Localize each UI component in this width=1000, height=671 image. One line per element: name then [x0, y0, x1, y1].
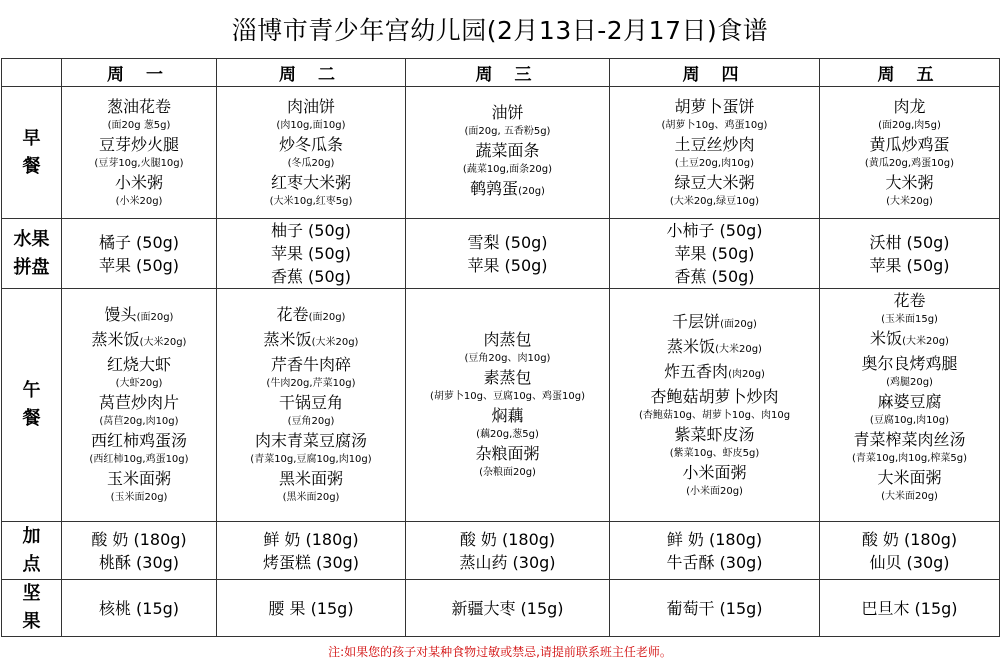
dish-name	[861, 353, 957, 375]
lunch-cell	[820, 289, 1000, 522]
food-item: 苹果 (50g)	[98, 255, 180, 275]
ingredient-note: (大米10g,红枣5g)	[269, 195, 353, 207]
dish-name	[674, 134, 754, 156]
ingredient-note: (豆腐10g,肉10g)	[869, 414, 950, 426]
dish-name	[271, 172, 351, 194]
dish-name	[279, 468, 343, 490]
ingredient-note: (胡萝卜10g、鸡蛋10g)	[661, 119, 768, 131]
ingredient-note: (肉20g)	[728, 368, 765, 380]
ingredient-note: (黑米面20g)	[282, 492, 340, 503]
dish-name	[483, 367, 531, 389]
dish-name	[682, 462, 746, 484]
nuts-cell	[610, 580, 820, 637]
day-header: 周 五	[820, 59, 1000, 87]
dish-name	[264, 329, 359, 354]
ingredient-note: (紫菜10g、虾皮5g)	[669, 447, 760, 459]
ingredient-note: (大米20g)	[902, 335, 949, 347]
breakfast-items	[610, 96, 819, 210]
ingredient-note: (大米20g)	[139, 337, 187, 348]
dish-name	[99, 134, 179, 156]
dish-label: 肉蒸包	[483, 330, 532, 349]
snack-items	[610, 528, 819, 574]
ingredient-note: (面20g,肉5g)	[878, 119, 941, 131]
dish-label: 馒头	[104, 305, 137, 324]
meal-label-breakfast: 早 餐	[2, 87, 62, 219]
fruit-cell	[406, 219, 610, 289]
ingredient-note: (胡萝卜10g、豆腐10g、鸡蛋10g)	[429, 391, 586, 402]
nuts-cell	[820, 580, 1000, 637]
food-item: 香蕉 (50g)	[674, 267, 755, 286]
dish-label: 鹌鹑蛋	[470, 179, 519, 198]
snack-items	[217, 528, 405, 574]
ingredient-note: (面20g)	[308, 312, 346, 323]
nut-item: 新疆大枣 (15g)	[451, 598, 564, 618]
snack-items	[62, 528, 216, 574]
snack-row	[2, 522, 1000, 580]
dish-name	[92, 329, 187, 354]
ingredient-note: (肉10g,面10g)	[276, 119, 346, 131]
ingredient-note: (蔬菜10g,面条20g)	[462, 164, 553, 175]
lunch-cell	[217, 289, 406, 522]
dish-name	[853, 429, 965, 451]
dish-name	[279, 134, 343, 156]
breakfast-cell	[406, 87, 610, 219]
corner-cell	[2, 59, 62, 87]
page-title: 淄博市青少年宫幼儿园(2月13日-2月17日)食谱	[231, 16, 769, 45]
fruit-cell	[820, 219, 1000, 289]
dish-label: 紫菜虾皮汤	[674, 424, 755, 444]
snack-cell	[62, 522, 217, 580]
food-item: 鲜 奶 (180g)	[263, 529, 359, 549]
dish-label: 肉末青菜豆腐汤	[254, 431, 367, 450]
ingredient-note: (青菜10g,肉10g,榨菜5g)	[851, 452, 967, 464]
ingredient-note: (西红柿10g,鸡蛋10g)	[89, 454, 189, 465]
dish-label: 油饼	[491, 103, 524, 122]
dish-name	[271, 354, 351, 376]
breakfast-cell	[62, 87, 217, 219]
dish-label: 西红柿鸡蛋汤	[90, 431, 187, 450]
dish-label: 大米面粥	[877, 467, 942, 487]
dish-label: 蔬菜面条	[475, 141, 540, 160]
ingredient-note: (土豆20g,肉10g)	[674, 157, 755, 169]
nuts-cell	[406, 580, 610, 637]
dish-label: 千层饼	[672, 311, 721, 331]
ingredient-note: (玉米面15g)	[881, 313, 938, 325]
day-header: 周 四	[610, 59, 820, 87]
lunch-cell	[62, 289, 217, 522]
ingredient-note: (玉米面20g)	[110, 492, 168, 503]
dish-label: 青菜榨菜肉丝汤	[853, 429, 966, 449]
ingredient-note: (豆芽10g,火腿10g)	[94, 157, 184, 169]
ingredient-note: (大虾20g)	[115, 378, 163, 389]
dish-label: 肉龙	[893, 96, 926, 116]
dish-label: 黑米面粥	[278, 469, 343, 488]
day-header-row	[2, 59, 1000, 87]
lunch-items	[406, 290, 609, 521]
nuts-row	[2, 580, 1000, 637]
ingredient-note: (大米20g)	[311, 337, 359, 348]
dish-label: 玉米面粥	[106, 469, 171, 488]
dish-label: 干锅豆角	[278, 393, 343, 412]
nut-item: 腰 果 (15g)	[268, 598, 354, 618]
ingredient-note: (牛肉20g,芹菜10g)	[266, 378, 356, 389]
dish-label: 炒冬瓜条	[278, 134, 343, 154]
day-header: 周 三	[406, 59, 610, 87]
dish-label: 杏鲍菇胡萝卜炒肉	[650, 386, 779, 406]
day-header: 周 二	[217, 59, 406, 87]
ingredient-note: (豆角20g)	[287, 416, 335, 427]
dish-label: 麻婆豆腐	[877, 391, 942, 411]
food-item: 烤蛋糕 (30g)	[262, 552, 360, 572]
fruit-items	[610, 219, 819, 288]
dish-label: 蒸米饭	[263, 330, 312, 349]
dish-label: 杂粮面粥	[475, 444, 540, 463]
fruit-items	[820, 231, 999, 277]
allergy-notice: 注:如果您的孩子对某种食物过敏或禁忌,请提前联系班主任老师。	[328, 644, 672, 659]
dish-label: 莴苣炒肉片	[98, 393, 179, 412]
meal-label-lunch: 午 餐	[2, 289, 62, 522]
dish-name	[877, 467, 941, 489]
ingredient-note: (青菜10g,豆腐10g,肉10g)	[250, 454, 372, 465]
dish-name	[107, 354, 171, 376]
snack-cell	[217, 522, 406, 580]
dish-name	[107, 96, 171, 118]
ingredient-note: (大米20g,绿豆10g)	[669, 195, 760, 207]
dish-label: 焖藕	[491, 406, 524, 425]
food-item: 香蕉 (50g)	[270, 267, 352, 286]
dish-name	[869, 134, 949, 156]
ingredient-note: (小米20g)	[115, 195, 163, 207]
dish-name	[91, 430, 187, 452]
dish-name	[893, 96, 925, 118]
meal-label-fruit: 水果 拼盘	[2, 219, 62, 289]
nut-item: 核桃 (15g)	[98, 598, 180, 618]
dish-label: 红烧大虾	[106, 355, 171, 374]
food-item: 仙贝 (30g)	[869, 552, 950, 572]
dish-label: 芹香牛肉碎	[270, 355, 351, 374]
lunch-items	[217, 290, 405, 521]
dish-name	[287, 96, 335, 118]
ingredient-note: (冬瓜20g)	[287, 157, 335, 169]
meal-label-nuts: 坚 果	[2, 580, 62, 637]
dish-label: 黄瓜炒鸡蛋	[869, 134, 950, 154]
food-item: 酸 奶 (180g)	[91, 529, 187, 549]
dish-label: 土豆丝炒肉	[674, 134, 755, 154]
food-item: 柚子 (50g)	[270, 221, 352, 240]
dish-name	[491, 102, 523, 124]
dish-name	[105, 304, 174, 329]
dish-label: 豆芽炒火腿	[98, 134, 179, 154]
food-item: 苹果 (50g)	[674, 244, 755, 263]
ingredient-note: (黄瓜20g,鸡蛋10g)	[864, 157, 955, 169]
ingredient-note: (鸡腿20g)	[886, 376, 933, 388]
food-item: 苹果 (50g)	[467, 255, 548, 275]
breakfast-items	[820, 96, 999, 210]
lunch-cell	[610, 289, 820, 522]
weekly-menu-table	[1, 58, 1000, 637]
fruit-cell	[62, 219, 217, 289]
ingredient-note: (面20g)	[720, 318, 757, 330]
dish-name	[115, 172, 163, 194]
dish-label: 蒸米饭	[667, 336, 716, 356]
dish-name	[491, 405, 523, 427]
fruit-items	[217, 219, 405, 288]
dish-label: 米饭	[870, 328, 903, 348]
food-item: 苹果 (50g)	[270, 244, 352, 263]
ingredient-note: (大米面20g)	[881, 490, 938, 502]
breakfast-cell	[610, 87, 820, 219]
dish-name	[475, 140, 539, 162]
ingredient-note: (杂粮面20g)	[479, 467, 536, 478]
lunch-items	[62, 290, 216, 521]
dish-name	[885, 172, 933, 194]
dish-label: 绿豆大米粥	[674, 172, 755, 192]
ingredient-note: (小米面20g)	[686, 485, 743, 497]
dish-name	[664, 361, 765, 386]
dish-label: 葱油花卷	[106, 96, 171, 116]
nuts-cell	[62, 580, 217, 637]
snack-items	[406, 528, 609, 574]
food-item: 桃酥 (30g)	[98, 552, 180, 572]
dish-label: 大米粥	[885, 172, 934, 192]
food-item: 牛舌酥 (30g)	[666, 552, 763, 572]
dish-name	[470, 178, 545, 203]
food-item: 小柿子 (50g)	[666, 221, 763, 240]
food-item: 鲜 奶 (180g)	[666, 529, 763, 549]
ingredient-note: (面20g 葱5g)	[107, 119, 171, 131]
snack-cell	[820, 522, 1000, 580]
dish-label: 胡萝卜蛋饼	[674, 96, 755, 116]
food-item: 苹果 (50g)	[869, 255, 950, 275]
snack-items	[820, 528, 999, 574]
dish-name	[893, 290, 925, 312]
lunch-row	[2, 289, 1000, 522]
food-item: 橘子 (50g)	[98, 232, 180, 252]
fruit-cell	[217, 219, 406, 289]
food-item: 雪梨 (50g)	[467, 232, 548, 252]
nut-item: 葡萄干 (15g)	[666, 598, 763, 618]
dish-name	[99, 392, 179, 414]
food-item: 酸 奶 (180g)	[459, 529, 556, 549]
ingredient-note: (大米20g)	[715, 343, 762, 355]
breakfast-cell	[217, 87, 406, 219]
ingredient-note: (面20g, 五香粉5g)	[464, 126, 551, 137]
ingredient-note: (藕20g,葱5g)	[476, 429, 539, 440]
dish-name	[674, 172, 754, 194]
dish-name	[277, 304, 346, 329]
dish-name	[650, 386, 778, 408]
day-header: 周 一	[62, 59, 217, 87]
dish-label: 红枣大米粥	[270, 172, 351, 192]
dish-name	[674, 96, 754, 118]
breakfast-items	[217, 96, 405, 210]
ingredient-note: (豆角20g、肉10g)	[464, 353, 551, 364]
dish-name	[475, 443, 539, 465]
dish-name	[877, 391, 941, 413]
breakfast-cell	[820, 87, 1000, 219]
lunch-cell	[406, 289, 610, 522]
ingredient-note: (杏鲍菇10g、胡萝卜10g、肉10g	[638, 409, 791, 421]
dish-label: 炸五香肉	[664, 361, 729, 381]
dish-name	[674, 424, 754, 446]
dish-label: 花卷	[276, 305, 309, 324]
lunch-items	[820, 290, 999, 521]
food-item: 蒸山药 (30g)	[459, 552, 556, 572]
food-item: 沃柑 (50g)	[869, 232, 950, 252]
nuts-cell	[217, 580, 406, 637]
dish-name	[667, 336, 762, 361]
fruit-cell	[610, 219, 820, 289]
ingredient-note: (面20g)	[136, 312, 174, 323]
breakfast-row	[2, 87, 1000, 219]
fruit-items	[62, 231, 216, 277]
dish-name	[279, 392, 343, 414]
ingredient-note: (莴苣20g,肉10g)	[99, 416, 179, 427]
dish-label: 花卷	[893, 290, 926, 310]
dish-label: 小米粥	[114, 172, 163, 192]
dish-label: 小米面粥	[682, 462, 747, 482]
dish-name	[870, 328, 949, 353]
snack-cell	[406, 522, 610, 580]
lunch-items	[610, 290, 819, 521]
meal-label-snack: 加 点	[2, 522, 62, 580]
dish-name	[672, 311, 757, 336]
snack-cell	[610, 522, 820, 580]
dish-name	[107, 468, 171, 490]
food-item: 酸 奶 (180g)	[861, 529, 958, 549]
fruit-items	[406, 231, 609, 277]
nut-item: 巴旦木 (15g)	[861, 598, 958, 618]
dish-name	[483, 329, 531, 351]
breakfast-items	[406, 102, 609, 203]
dish-name	[255, 430, 367, 452]
dish-label: 蒸米饭	[91, 330, 140, 349]
fruit-row	[2, 219, 1000, 289]
ingredient-note: (20g)	[518, 186, 545, 197]
dish-label: 素蒸包	[483, 368, 532, 387]
ingredient-note: (大米20g)	[886, 195, 933, 207]
breakfast-items	[62, 96, 216, 210]
dish-label: 奥尔良烤鸡腿	[861, 353, 958, 373]
dish-label: 肉油饼	[286, 96, 335, 116]
